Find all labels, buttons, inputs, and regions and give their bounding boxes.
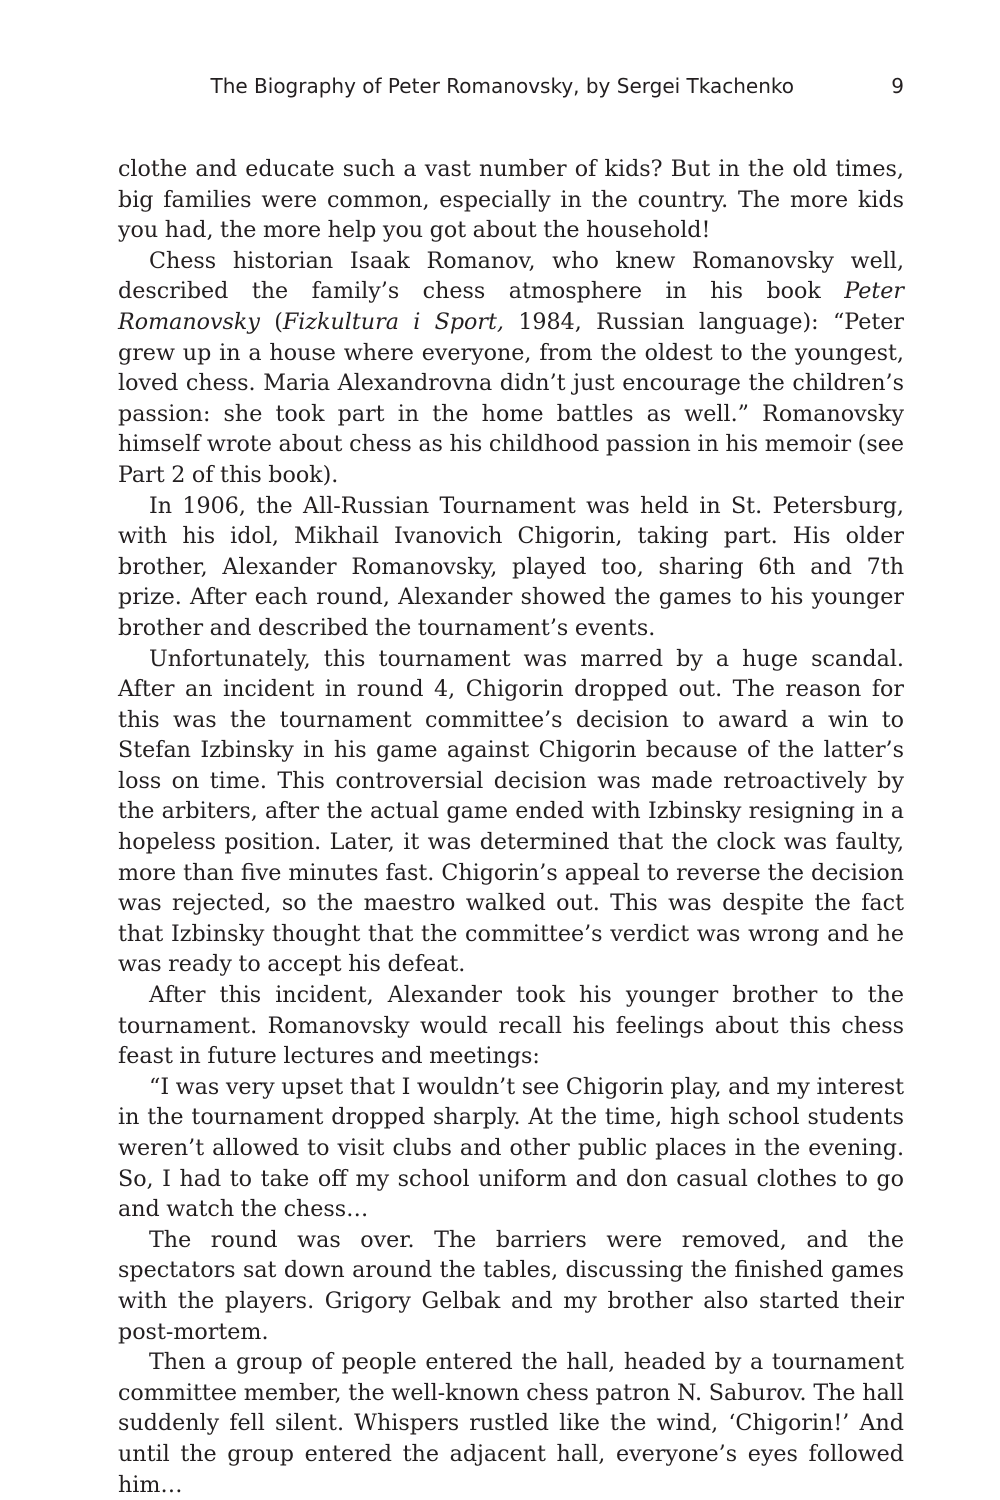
paragraph-chigorin-enters: Then a group of people entered the hall, headed by a tournament committee member, the well-known chess patron N. Saburov. The hall suddenly fell silent. Whispers rustled like the wind, ‘Chigorin!’ And until the group entered the adjacent hall, everyone’s eyes followed him… xyxy=(118,1349,904,1498)
paragraph-scandal: Unfortunately, this tournament was marred by a huge scandal. After an incident in round 4, Chigorin dropped out. The reason for this was the tournament committee’s decision to award a win to Stefan Izbinsky in his game against Chigorin because of the latter’s loss on time. This controversial decision was made retroactively by the arbiters, after the actual game ended with Izbinsky resigning in a hopeless position. Later, it was determined that the clock was faulty, more than five minutes fast. Chigorin’s appeal to reverse the decision was rejected, so the maestro walked out. This was despite the fact that Izbinsky thought that the committee’s verdict was wrong and he was ready to accept his defeat. xyxy=(118,645,904,978)
running-title: The Biography of Peter Romanovsky, by Sergei Tkachenko xyxy=(210,74,794,98)
paragraph-continuation: clothe and educate such a vast number of kids? But in the old times, big families were common, especially in the country. The more kids you had, the more help you got about the household! xyxy=(118,156,904,244)
paragraph-round-over: The round was over. The barriers were removed, and the spectators sat down around the tables, discussing the finished games with the players. Grigory Gelbak and my brother also started their post-mortem. xyxy=(118,1226,904,1345)
publisher-name: Fizkultura i Sport, xyxy=(282,308,504,335)
body-text xyxy=(118,154,904,1500)
paragraph-1906-tournament: In 1906, the All-Russian Tournament was held in St. Petersburg, with his idol, Mikhail Ivanovich Chigorin, taking part. His older brother, Alexander Romanovsky, played too, sharing 6th and 7th prize. After each round, Alexander showed the games to his younger brother and described the tournament’s events. xyxy=(118,492,904,641)
paragraph-text: Chess historian Isaak Romanov, who knew Romanovsky well, described the family’s chess atmosphere in his book xyxy=(118,247,904,305)
running-header xyxy=(118,74,904,104)
paragraph-after-incident: After this incident, Alexander took his younger brother to the tournament. Romanovsky would recall his feelings about this chess feast in future lectures and meetings: xyxy=(118,982,904,1070)
paragraph-family-chess xyxy=(118,246,904,491)
page-number: 9 xyxy=(891,74,904,98)
paragraph-text: 1984, Russian language): “Peter grew up in a house where everyone, from the oldest to the youngest, loved chess. Maria Alexandrovna didn’t just encourage the children’s passion: she took part in the home battles as well.” Romanovsky himself wrote about chess as his childhood passion in his memoir (see Part 2 of this book). xyxy=(118,308,905,488)
book-title: Peter Romanovsky xyxy=(118,278,904,335)
paragraph-text: ( xyxy=(259,308,283,335)
paragraph-quote-start: “I was very upset that I wouldn’t see Chigorin play, and my interest in the tournament dropped sharply. At the time, high school students weren’t allowed to visit clubs and other public places in the evening. So, I had to take off my school uniform and don casual clothes to go and watch the chess… xyxy=(118,1073,904,1223)
